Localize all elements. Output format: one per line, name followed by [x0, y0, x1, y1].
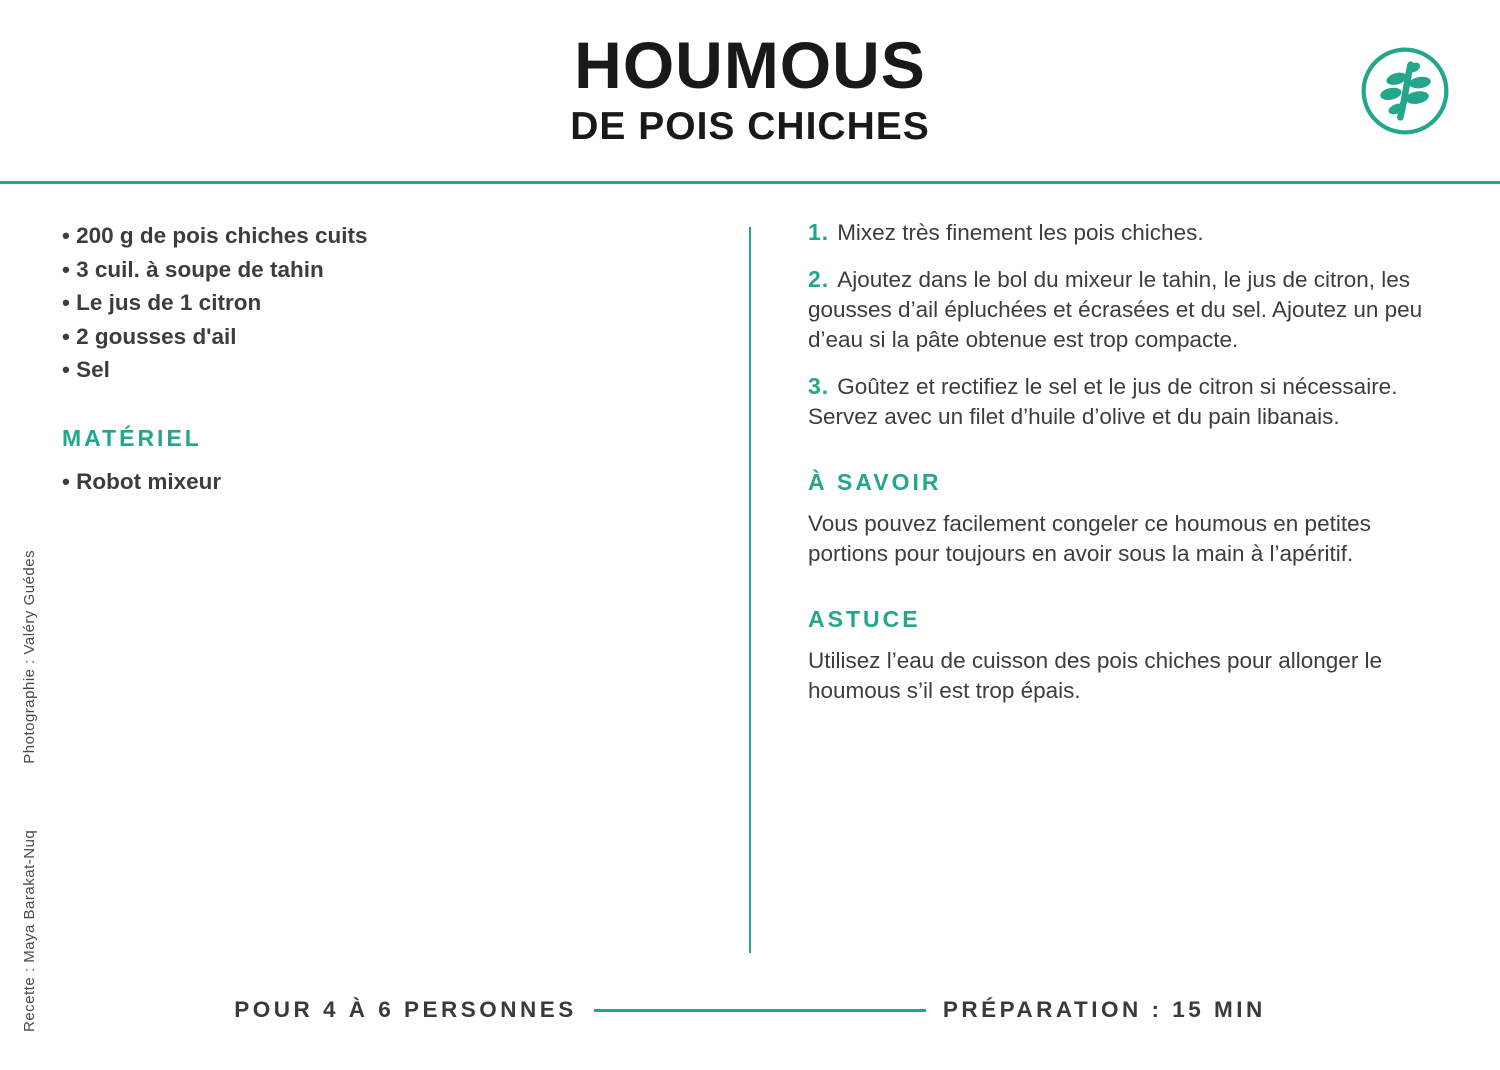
- preparation-label: PRÉPARATION : 15 MIN: [942, 997, 1266, 1022]
- step-number: 2.: [808, 266, 830, 292]
- top-divider: [0, 181, 1500, 184]
- astuce-heading: ASTUCE: [808, 606, 921, 632]
- ingredient-item: • Le jus de 1 citron: [62, 286, 722, 320]
- a-savoir-text: Vous pouvez facilement congeler ce houmous en petites portions pour toujours en avoir sous la main à l’apéritif.: [808, 511, 1371, 566]
- a-savoir-heading: À SAVOIR: [808, 469, 942, 495]
- ingredients-column: [62, 219, 722, 498]
- column-divider: [749, 227, 751, 953]
- ingredient-item: • 200 g de pois chiches cuits: [62, 219, 722, 253]
- footer-divider-line: [594, 1009, 926, 1012]
- materiel-heading: MATÉRIEL: [62, 424, 202, 451]
- header: [0, 28, 1500, 149]
- step-text: Goûtez et rectifiez le sel et le jus de citron si nécessaire. Servez avec un filet d’huile d’olive et du pain libanais.: [808, 374, 1398, 429]
- sprig-icon: [1358, 44, 1452, 138]
- step-3: [808, 371, 1448, 432]
- ingredient-item: • Sel: [62, 353, 722, 387]
- step-1: [808, 217, 1448, 248]
- step-text: Mixez très finement les pois chiches.: [837, 220, 1204, 245]
- step-2: [808, 264, 1448, 355]
- page-title: HOUMOUS: [574, 28, 926, 102]
- step-text: Ajoutez dans le bol du mixeur le tahin, le jus de citron, les gousses d’ail épluchées et écrasées et du sel. Ajoutez un peu d’eau si la pâte obtenue est trop compacte.: [808, 267, 1423, 352]
- step-number: 1.: [808, 219, 830, 245]
- materiel-item: • Robot mixeur: [62, 465, 722, 499]
- footer: [0, 997, 1500, 1023]
- ingredient-item: • 2 gousses d'ail: [62, 320, 722, 354]
- credit-photo: Photographie : Valéry Guédes: [21, 549, 38, 764]
- materiel-list: [62, 465, 722, 499]
- brand-logo: [1358, 44, 1452, 138]
- credit-recipe: Recette : Maya Barakat-Nuq: [21, 829, 38, 1032]
- ingredients-list: [62, 219, 722, 387]
- servings-label: POUR 4 À 6 PERSONNES: [234, 997, 577, 1022]
- instructions-column: [808, 217, 1448, 706]
- step-number: 3.: [808, 373, 830, 399]
- ingredient-item: • 3 cuil. à soupe de tahin: [62, 253, 722, 287]
- credits: [21, 550, 38, 1032]
- page-subtitle: DE POIS CHICHES: [570, 105, 930, 148]
- astuce-text: Utilisez l’eau de cuisson des pois chiches pour allonger le houmous s’il est trop épais.: [808, 648, 1383, 703]
